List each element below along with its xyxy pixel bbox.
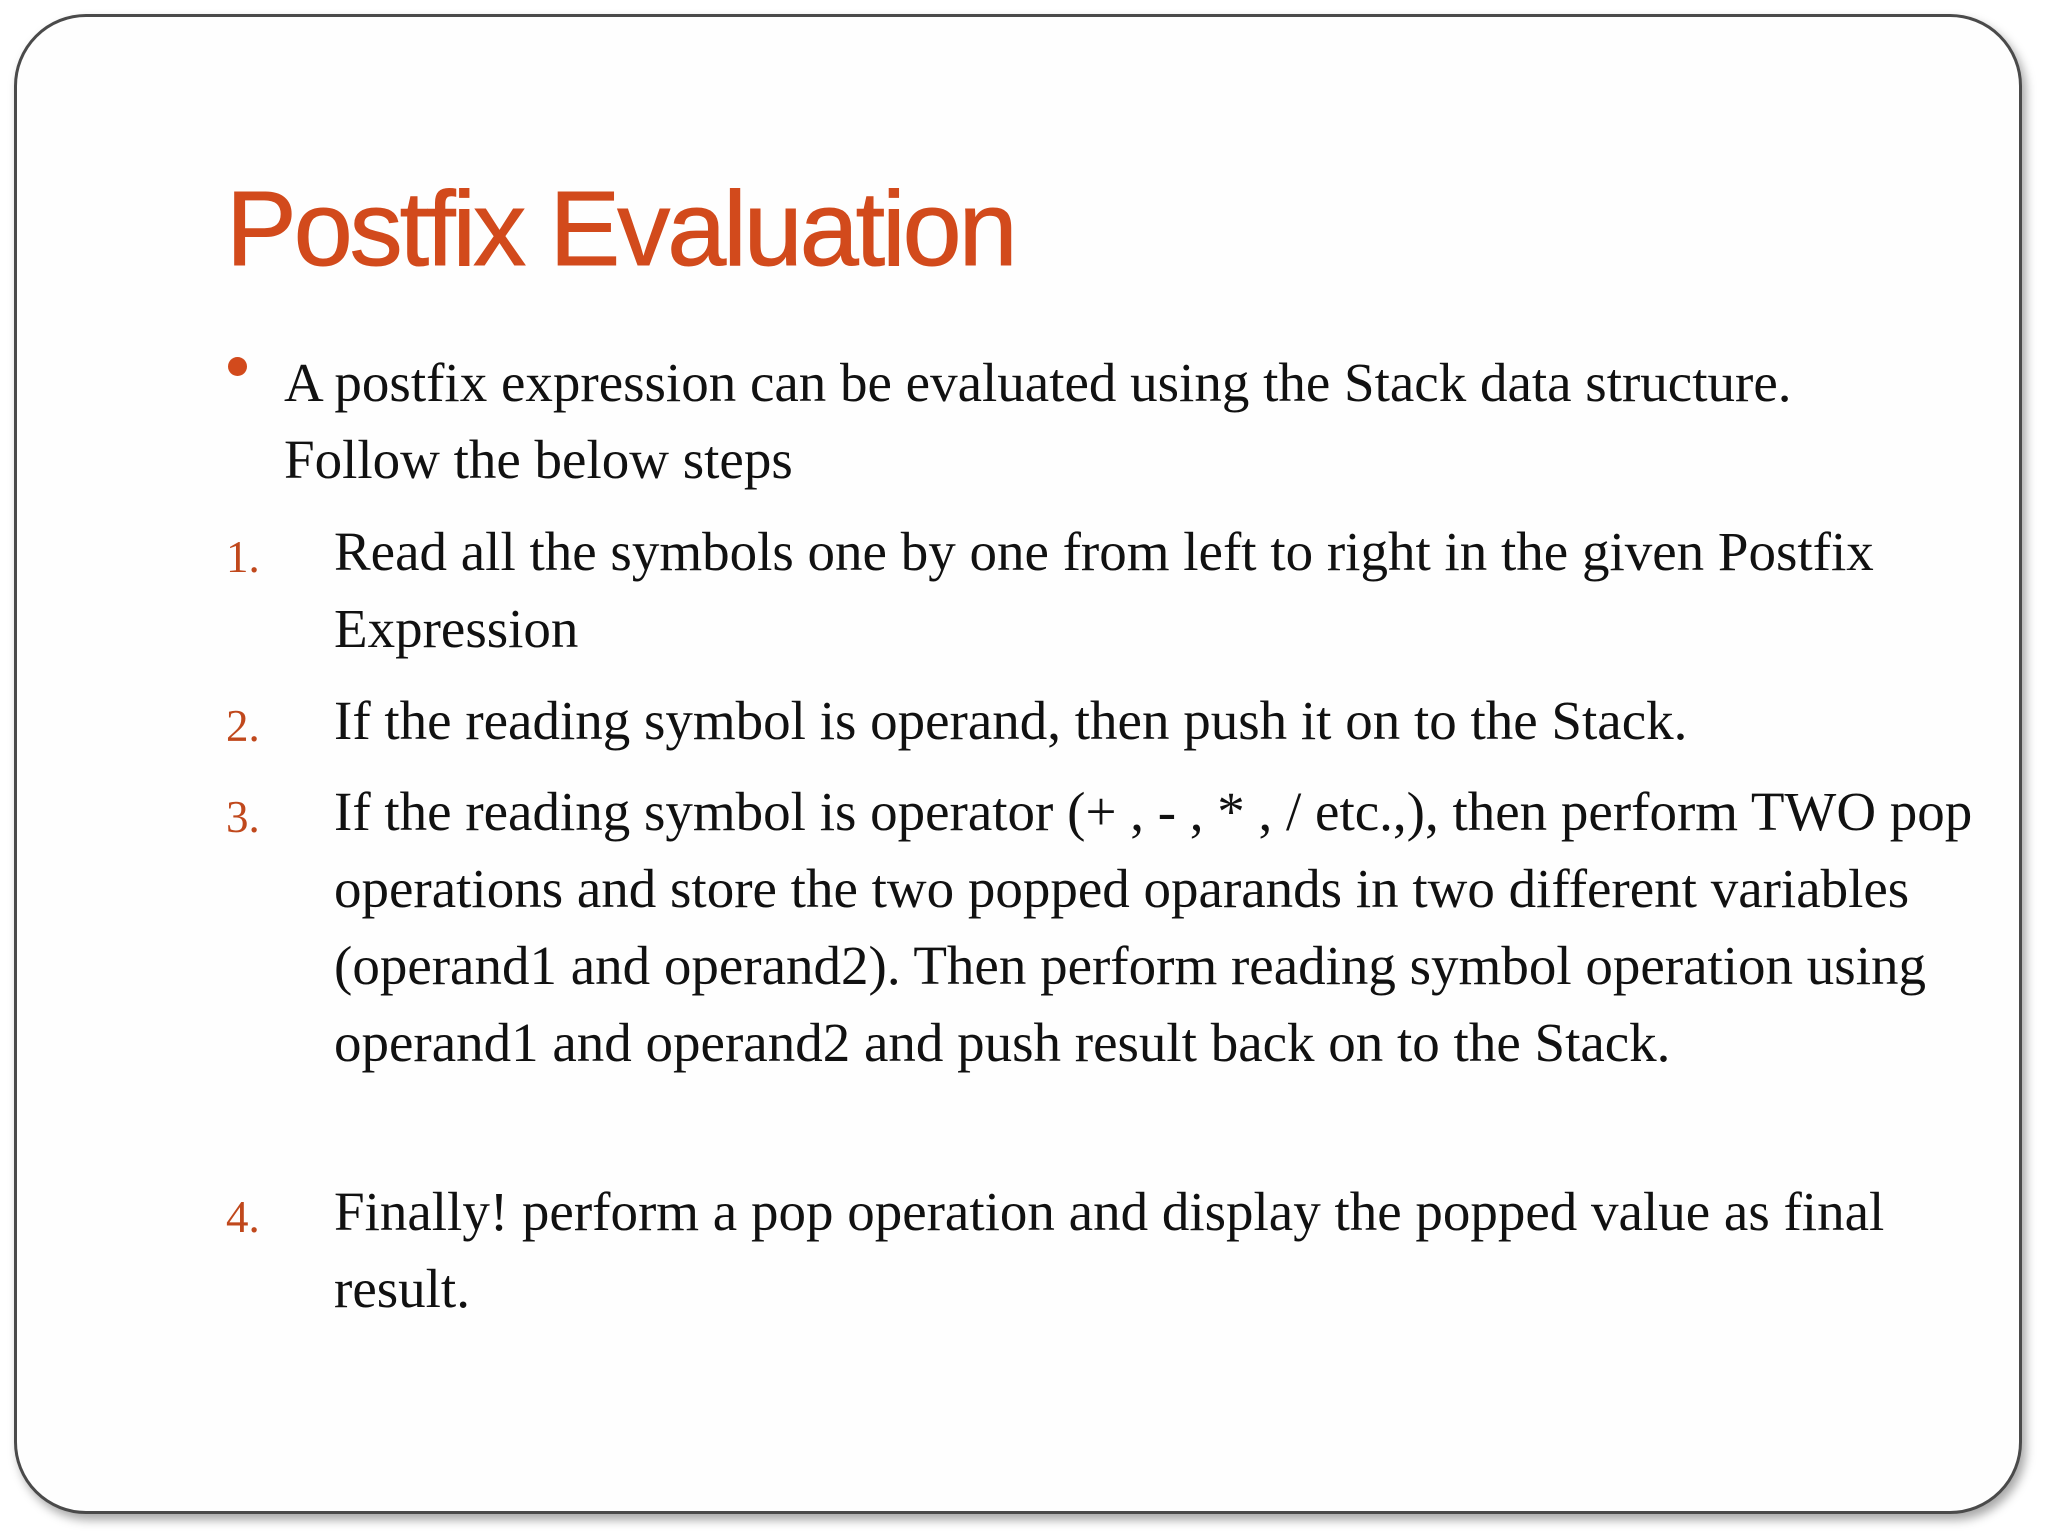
step-number: 3. <box>226 792 260 842</box>
step-text: If the reading symbol is operator (+ , - , * , / etc.,), then perform TWO pop operations and store the two popped oparands in two different variables (operand1 and operand2). Then perform reading symbol operation using operand1 and operand2 and push result back on to the Stack. <box>334 781 1973 1073</box>
step-text: Read all the symbols one by one from left to right in the given Postfix Expression <box>334 521 1874 659</box>
step-text: If the reading symbol is operand, then push it on to the Stack. <box>334 690 1688 751</box>
slide-title: Postfix Evaluation <box>226 170 1015 288</box>
intro-bullet-text: A postfix expression can be evaluated using the Stack data structure. Follow the below steps <box>284 352 1792 490</box>
step-number: 1. <box>226 532 260 582</box>
bullet-dot-icon <box>228 357 247 376</box>
step-number: 2. <box>226 701 260 751</box>
step-number: 4. <box>226 1192 260 1242</box>
step-text: Finally! perform a pop operation and display the popped value as final result. <box>334 1181 1885 1319</box>
